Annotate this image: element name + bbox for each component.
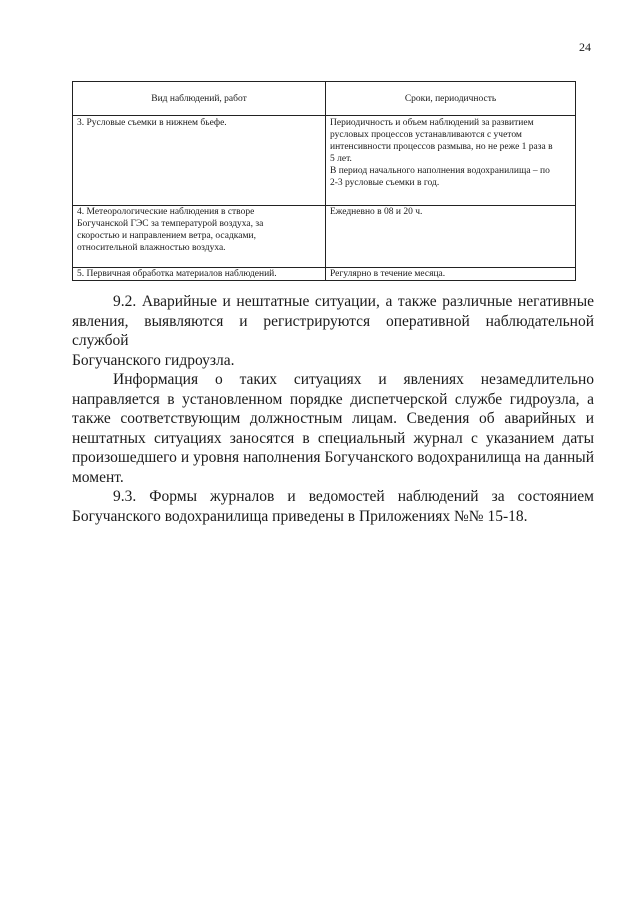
- paragraph-information: [72, 370, 594, 487]
- column-header-work: Вид наблюдений, работ: [73, 82, 326, 116]
- paragraph-9-2: [72, 292, 594, 370]
- column-header-schedule: Сроки, периодичность: [326, 82, 576, 116]
- cell-line: Периодичность и объем наблюдений за развитием: [330, 118, 534, 128]
- cell-line: Богучанской ГЭС за температурой воздуха, за: [77, 219, 264, 229]
- text-line: также соответствующим должностным лицам. Сведения об аварийных и: [72, 410, 594, 427]
- text-line: направляется в установленном порядке диспетчерской службе гидроузла, а: [72, 390, 594, 408]
- body-text: [72, 292, 594, 526]
- cell-line: интенсивности процессов размыва, но не реже 1 раза в: [330, 142, 553, 152]
- text-line: момент.: [72, 468, 124, 486]
- text-line: явления, выявляются и регистрируются оперативной наблюдательной службой: [72, 312, 594, 349]
- work-cell: [73, 116, 326, 206]
- cell-line: Ежедневно в 08 и 20 ч.: [330, 207, 423, 217]
- text-line: Богучанского гидроузла.: [72, 351, 235, 369]
- schedule-cell: [326, 116, 576, 206]
- paragraph-9-3: [72, 487, 594, 526]
- cell-line: 4. Метеорологические наблюдения в створе: [77, 207, 255, 217]
- text-line: Богучанского водохранилища приведены в Приложениях №№ 15-18.: [72, 507, 528, 525]
- cell-line: 5 лет.: [330, 154, 352, 164]
- cell-line: скоростью и направлением ветра, осадками,: [77, 231, 256, 241]
- table-row: [73, 268, 576, 281]
- table-header-row: [73, 82, 576, 116]
- cell-line: русловых процессов устанавливаются с учетом: [330, 130, 522, 140]
- schedule-cell: [326, 206, 576, 268]
- schedule-cell: [326, 268, 576, 281]
- cell-line: Регулярно в течение месяца.: [330, 269, 446, 279]
- observations-table: [72, 81, 576, 281]
- cell-line: 3. Русловые съемки в нижнем бьефе.: [77, 118, 227, 128]
- table-row: [73, 116, 576, 206]
- page-number: 24: [579, 40, 591, 54]
- cell-line: относительной влажностью воздуха.: [77, 243, 226, 253]
- cell-line: 2-3 русловые съемки в год.: [330, 178, 440, 188]
- text-line: Информация о таких ситуациях и явлениях незамедлительно: [113, 371, 594, 388]
- cell-line: 5. Первичная обработка материалов наблюдений.: [77, 269, 277, 279]
- table-row: [73, 206, 576, 268]
- text-line: нештатных ситуациях заносятся в специальный журнал с указанием даты: [72, 429, 594, 447]
- work-cell: [73, 206, 326, 268]
- cell-line: В период начального наполнения водохранилища – по: [330, 166, 550, 176]
- text-line: произошедшего и уровня наполнения Богучанского водохранилища на данный: [72, 449, 594, 466]
- work-cell: [73, 268, 326, 281]
- text-line: 9.3. Формы журналов и ведомостей наблюдений за состоянием: [113, 488, 594, 505]
- text-line: 9.2. Аварийные и нештатные ситуации, а также различные негативные: [113, 293, 594, 310]
